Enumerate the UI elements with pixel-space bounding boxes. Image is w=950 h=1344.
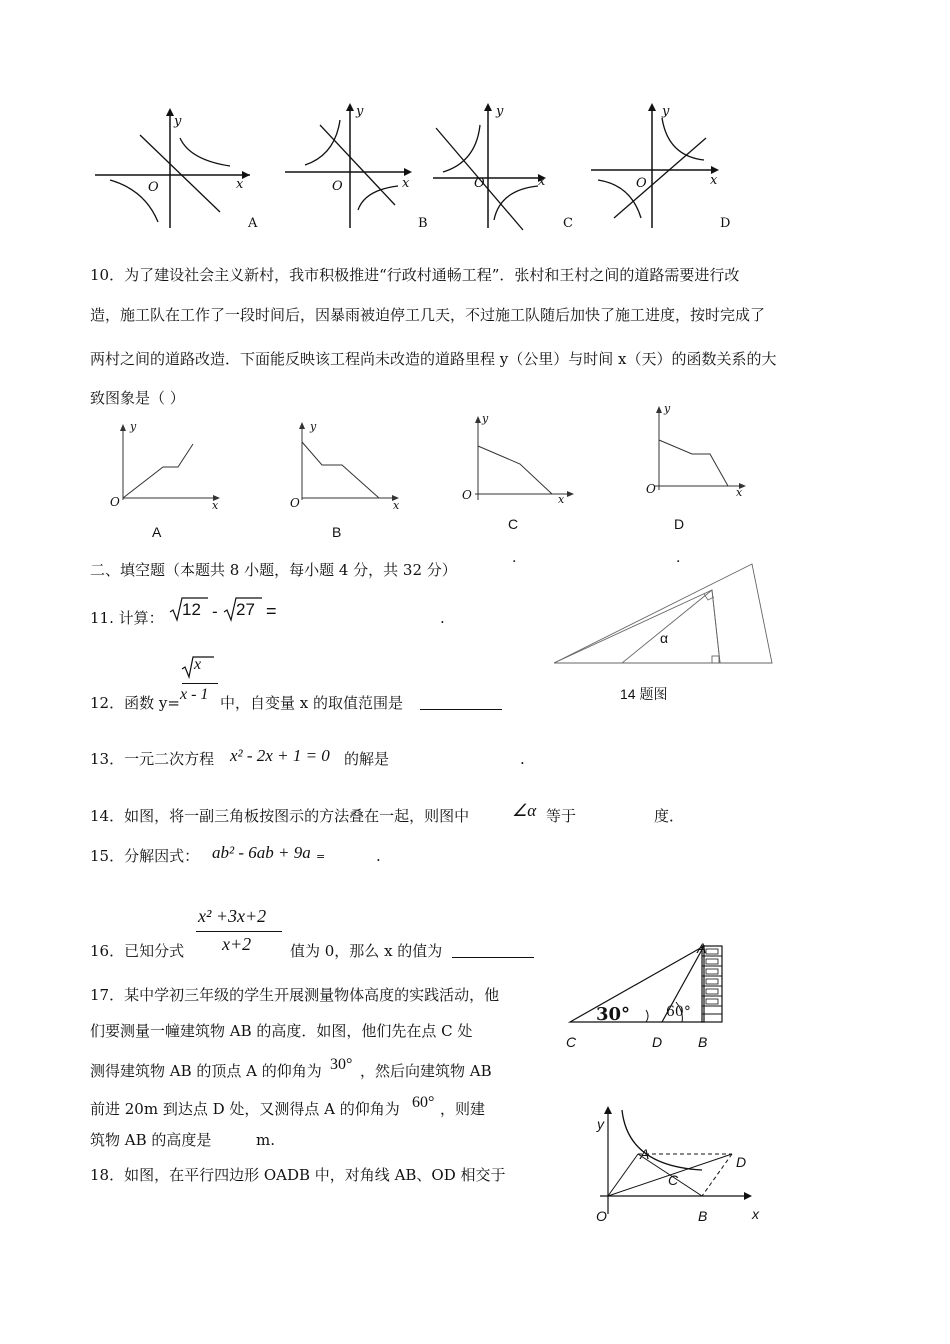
q11-prefix: 11. 计算： — [90, 609, 164, 627]
q17-line-2: 们要测量一幢建筑物 AB 的高度．如图，他们先在点 C 处 — [90, 1022, 473, 1040]
q10-d-origin: O — [646, 482, 656, 496]
q12-answer-blank[interactable] — [420, 695, 502, 710]
q10-c-x: x — [558, 493, 565, 506]
q10-line-2: 造，施工队在工作了一段时间后，因暴雨被迫停工几天，不过施工队随后加快了施工进度，按时完成了 — [90, 306, 766, 324]
q16-answer-blank[interactable] — [452, 943, 534, 958]
graph-d-label: D — [720, 216, 731, 231]
graph-b-y-label: y — [356, 104, 364, 119]
graph-a-y-label: y — [174, 114, 182, 129]
q16-numerator: x² +3x+2 — [198, 906, 267, 926]
q10-graph-b-label: B — [332, 524, 342, 540]
graph-b — [280, 100, 430, 240]
graph-b-label: B — [418, 216, 428, 231]
q17-angle-1: 30° — [330, 1056, 353, 1073]
q10-graph-d-label: D — [674, 516, 685, 532]
q12-denominator: x - 1 — [180, 686, 209, 703]
q10-graph-b — [297, 420, 407, 510]
q17-fig-C: C — [566, 1034, 577, 1050]
q10-a-origin: O — [110, 495, 120, 509]
graph-a-label: A — [248, 216, 258, 231]
q10-d-x: x — [736, 486, 743, 499]
graph-d-y-label: y — [662, 104, 670, 119]
graph-d-x-label: x — [710, 173, 718, 188]
q11-equals: = — [266, 601, 277, 621]
q10-graph-c-label: C — [508, 516, 519, 532]
q10-line-1: 10．为了建设社会主义新村，我市积极推进“行政村通畅工程”．张村和王村之间的道路需要进行改 — [90, 266, 740, 284]
q17-line-1: 17．某中学初三年级的学生开展测量物体高度的实践活动，他 — [90, 986, 500, 1004]
q17-angle-2: 60° — [412, 1094, 435, 1111]
q18-fig-B: B — [698, 1208, 708, 1224]
q12-prefix: 12．函数 y= — [90, 694, 180, 712]
q18-fig-y: y — [597, 1116, 604, 1132]
q12-suffix: 中，自变量 x 的取值范围是 — [220, 694, 403, 712]
q18-fig-x: x — [752, 1206, 759, 1222]
q10-b-y: y — [310, 420, 317, 433]
q16-prefix: 16．已知分式 — [90, 942, 185, 960]
q11-radicand-b: 27 — [236, 600, 255, 619]
q10-c-y: y — [482, 412, 489, 425]
q15-end: . — [376, 847, 381, 865]
q10-a-x: x — [212, 499, 219, 512]
q12-fraction-bar — [182, 683, 218, 684]
graph-a-origin: O — [148, 180, 159, 195]
q14-prefix: 14．如图，将一副三角板按图示的方法叠在一起，则图中 — [90, 807, 470, 825]
q14-mid: 等于 — [546, 807, 577, 825]
q11-end: . — [440, 609, 445, 627]
q10-b-x: x — [393, 499, 400, 512]
graph-d — [586, 100, 736, 240]
q17-fig-A: A — [697, 940, 707, 956]
q10-d-y: y — [664, 402, 671, 415]
q10-c-dot: . — [512, 550, 517, 566]
q10-d-dot: . — [676, 550, 681, 566]
graph-a-x-label: x — [236, 177, 244, 192]
q13-end: . — [520, 750, 525, 768]
q15-equals: = — [316, 850, 326, 863]
graph-d-origin: O — [636, 176, 647, 191]
graph-c-y-label: y — [496, 104, 504, 119]
q13-prefix: 13．一元二次方程 — [90, 750, 215, 768]
q12-numerator: x — [194, 656, 202, 673]
q14-angle: ∠α — [512, 801, 537, 820]
q10-graph-c — [470, 414, 585, 504]
q17-line-4a: 前进 20m 到达点 D 处，又测得点 A 的仰角为 — [90, 1100, 400, 1118]
q15-prefix: 15．分解因式： — [90, 847, 200, 865]
q16-denominator: x+2 — [222, 934, 252, 954]
q17-line-5a: 筑物 AB 的高度是 — [90, 1131, 212, 1149]
q10-graph-a-label: A — [152, 524, 162, 540]
q10-graph-d — [652, 404, 767, 494]
q17-fig-angle30: 30° — [596, 1004, 631, 1025]
q10-line-4: 致图象是（ ） — [90, 389, 185, 407]
q17-fig-B: B — [698, 1034, 708, 1050]
q11-radicand-a: 12 — [182, 600, 201, 619]
q10-a-y: y — [130, 420, 137, 433]
q18-fig-O: O — [596, 1208, 607, 1224]
graph-c-label: C — [563, 216, 573, 231]
graph-c-origin: O — [474, 176, 485, 191]
graph-c-x-label: x — [538, 174, 546, 189]
graph-b-x-label: x — [402, 176, 410, 191]
q14-caption: 14 题图 — [620, 686, 668, 702]
q18-fig-A: A — [640, 1146, 650, 1162]
q16-suffix: 值为 0，那么 x 的值为 — [290, 942, 443, 960]
graph-c — [428, 100, 578, 240]
q18-fig-D: D — [736, 1154, 747, 1170]
q13-suffix: 的解是 — [344, 750, 390, 768]
q17-line-5b: m. — [256, 1131, 275, 1149]
q14-alpha-label: α — [660, 630, 669, 646]
q10-c-origin: O — [462, 488, 472, 502]
q16-fraction-bar — [196, 931, 282, 932]
section-2-title: 二、填空题（本题共 8 小题，每小题 4 分，共 32 分） — [90, 561, 457, 579]
q17-fig-D: D — [652, 1034, 663, 1050]
q17-fig-angle60: 60° — [666, 1004, 691, 1020]
q18-fig-C: C — [668, 1172, 679, 1188]
q11-minus: - — [212, 602, 218, 621]
q10-b-origin: O — [290, 496, 300, 510]
q10-line-3: 两村之间的道路改造．下面能反映该工程尚未改造的道路里程 y（公里）与时间 x（天）的函数关系的大 — [90, 350, 777, 368]
graph-b-origin: O — [332, 179, 343, 194]
q17-line-3b: ，然后向建筑物 AB — [360, 1062, 492, 1080]
q13-equation: x² - 2x + 1 = 0 — [230, 746, 330, 765]
q14-figure — [552, 560, 777, 670]
q17-line-4b: ，则建 — [440, 1100, 486, 1118]
q15-expression: ab² - 6ab + 9a — [212, 843, 311, 862]
q17-line-3a: 测得建筑物 AB 的顶点 A 的仰角为 — [90, 1062, 322, 1080]
q18-line-1: 18．如图，在平行四边形 OADB 中，对角线 AB、OD 相交于 — [90, 1166, 506, 1184]
q14-suffix: 度． — [654, 807, 685, 825]
